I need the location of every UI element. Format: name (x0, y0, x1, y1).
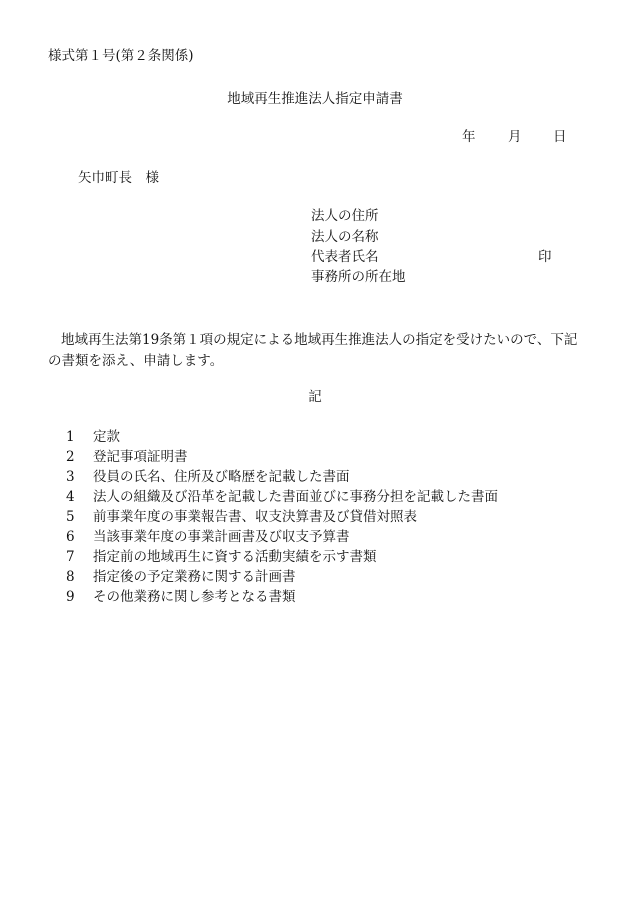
list-item-number: 6 (66, 529, 75, 545)
list-item-number: 7 (66, 549, 75, 565)
list-item (66, 591, 296, 605)
form-number: 様式第１号(第２条関係) (48, 48, 194, 64)
date-month-label: 月 (508, 129, 522, 145)
list-item-number: 3 (66, 469, 75, 485)
list-item (66, 471, 350, 485)
date-day-label: 日 (553, 129, 567, 145)
list-item-text: 法人の組織及び沿革を記載した書面並びに事務分担を記載した書面 (93, 489, 498, 505)
list-item-text: 前事業年度の事業報告書、収支決算書及び貸借対照表 (93, 509, 417, 525)
list-item (66, 571, 296, 585)
ki-heading: 記 (308, 389, 322, 405)
list-item-text: 指定前の地域再生に資する活動実績を示す書類 (93, 549, 377, 565)
applicant-name-label: 法人の名称 (311, 229, 379, 245)
representative-label: 代表者氏名 (311, 249, 379, 265)
addressee: 矢巾町長 様 (78, 170, 159, 186)
application-statement: 地域再生法第19条第１項の規定による地域再生推進法人の指定を受けたいので、下記の書類を添え、申請します。 (48, 332, 578, 369)
list-item (66, 531, 350, 545)
list-item-number: 4 (66, 489, 75, 505)
list-item (66, 491, 498, 505)
office-location-label: 事務所の所在地 (311, 269, 406, 285)
list-item-number: 2 (66, 449, 75, 465)
applicant-address-label: 法人の住所 (311, 208, 379, 224)
list-item-text: 登記事項証明書 (93, 449, 188, 465)
list-item-text: 役員の氏名、住所及び略歴を記載した書面 (93, 469, 350, 485)
list-item-number: 9 (66, 589, 75, 605)
list-item-text: 当該事業年度の事業計画書及び収支予算書 (93, 529, 350, 545)
date-year-label: 年 (462, 129, 476, 145)
list-item-text: 指定後の予定業務に関する計画書 (93, 569, 296, 585)
list-item-number: 8 (66, 569, 75, 585)
list-item-text: その他業務に関し参考となる書類 (93, 589, 296, 605)
list-item (66, 431, 120, 445)
list-item-number: 5 (66, 509, 75, 525)
list-item (66, 511, 417, 525)
document-title: 地域再生推進法人指定申請書 (227, 91, 403, 107)
seal-mark: 印 (538, 249, 552, 265)
list-item-text: 定款 (93, 429, 120, 445)
list-item (66, 551, 377, 565)
list-item (66, 451, 188, 465)
list-item-number: 1 (66, 429, 75, 445)
